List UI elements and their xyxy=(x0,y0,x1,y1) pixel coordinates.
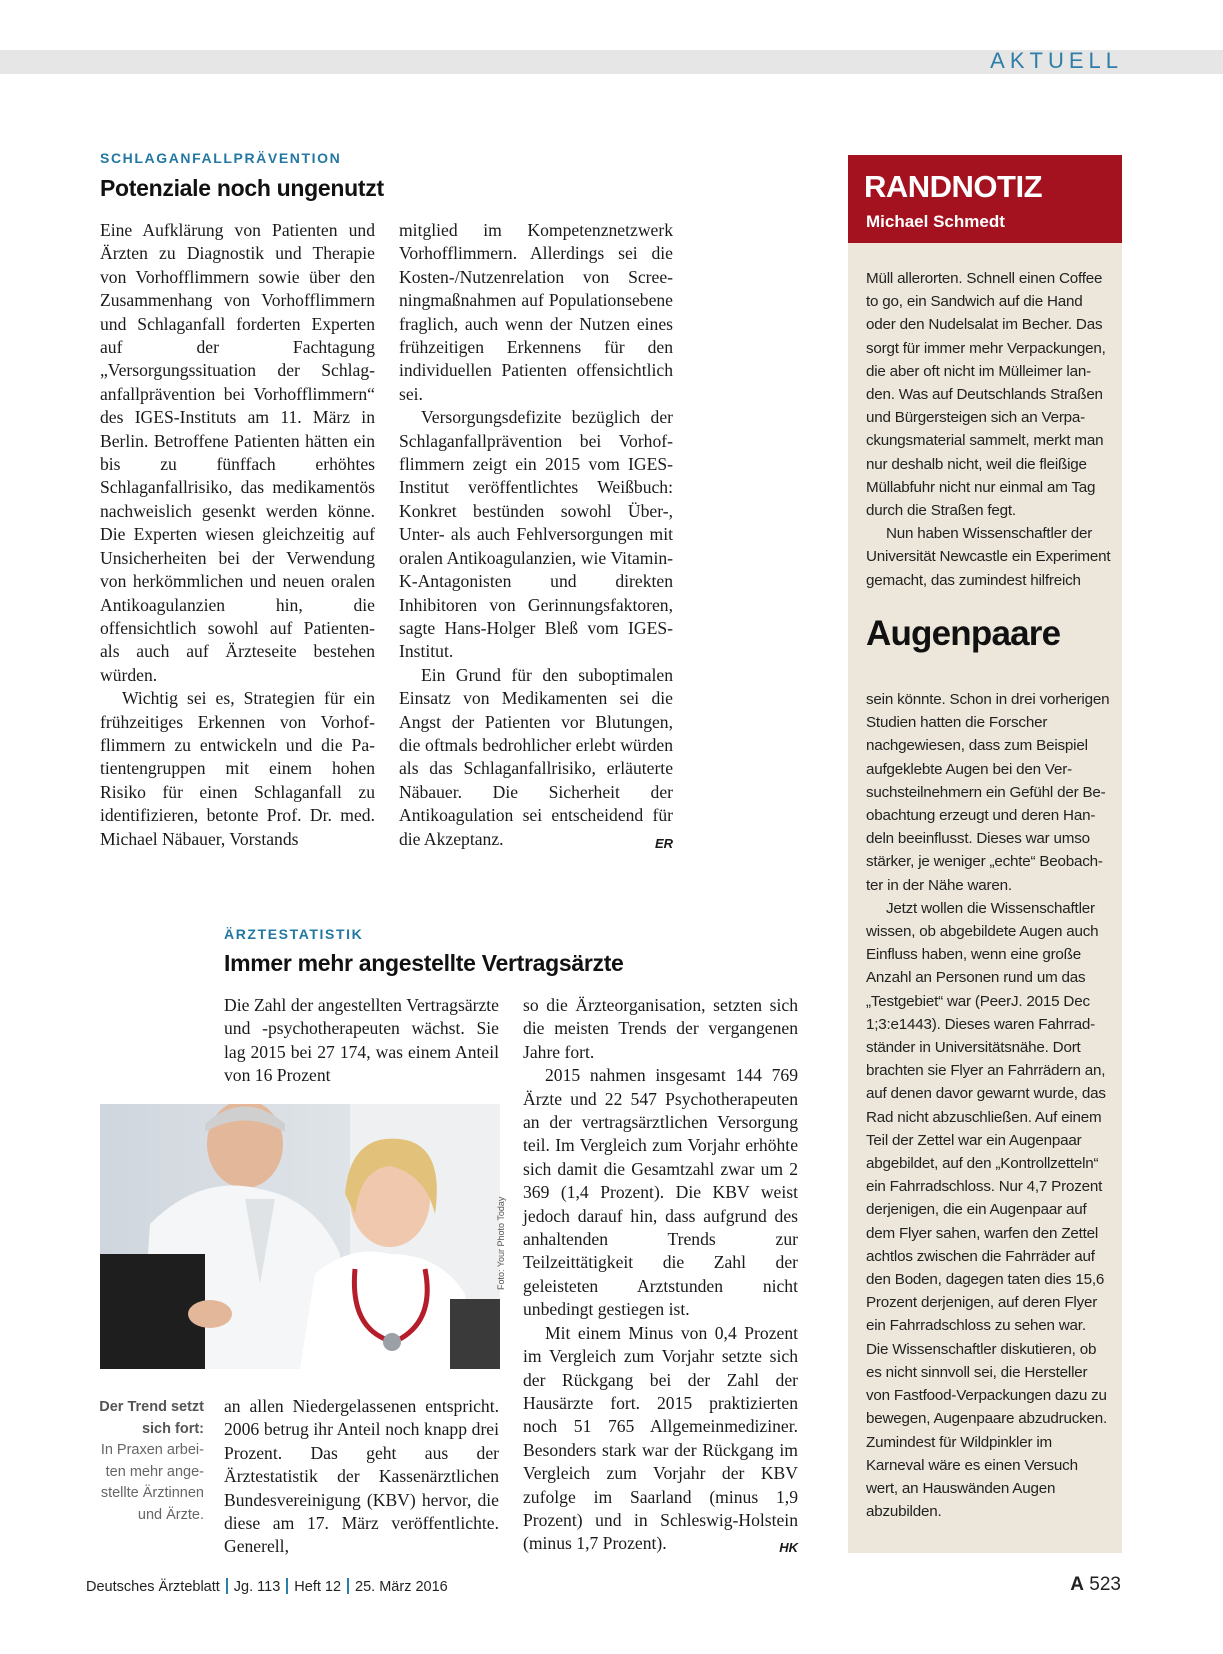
doctors-at-computer-photo xyxy=(100,1104,500,1369)
article1-column-2 xyxy=(399,219,673,855)
randnotiz-label: RANDNOTIZ xyxy=(864,169,1043,204)
volume: Jg. 113 xyxy=(233,1579,281,1595)
paragraph: Eine Aufklärung von Patienten und Ärzten zu Diagnostik und Therapie von Vorhofflimmern sowie über den Zusammenhang von Vorhofflimmern und Schlaganfall forderten Experten auf der Fachtagung „Versorgungssituation der Schlaganfallprävention bei Vorhofflimmern“ des IGES-Instituts am 11. März in Berlin. Betroffene Patienten hätten ein bis zu fünffach erhöhtes Schlaganfallrisiko, das medikamentös nachweislich gesenkt werden könne. Die Experten wiesen gleichzeitig auf Unsicherheiten bei der Verwendung von herkömmlichen und neuen oralen Antikoagulanzien hin, die offensichtlich sowohl auf Patienten- als auch auf Ärzteseite bestehen würden. xyxy=(100,220,375,685)
caption-lead: Der Trend setzt sich fort: xyxy=(99,1399,204,1437)
article1-kicker: SCHLAGANFALLPRÄVENTION xyxy=(100,150,342,166)
paragraph: Wichtig sei es, Strategien für ein frühzeitiges Erkennen von Vorhofflimmern zu entwickeln und die Patientengruppen mit einem hohen Risiko für einen Schlaganfall zu identifizieren, betonte Prof. Dr. med. Michael Näbauer, Vorstands xyxy=(100,688,375,849)
article2-column-1-top xyxy=(224,994,499,1088)
paragraph: Jetzt wollen die Wissenschaftler wissen, ob abgebildete Augen auch Einfluss haben, wenn eine große Anzahl an Personen rund um das „Testgebiet“ war (PeerJ. 2015 Dec 1;3:e1443). Dieses waren Fahrradständer in Universitätsnähe. Dort brachten sie Flyer an Fahrrädern an, auf denen davor gewarnt wurde, das Rad nicht abzuschließen. Auf einem Teil der Zettel war ein Augenpaar abgebildet, auf den „Kontrollzetteln“ ein Fahrradschloss. Nur 4,7 Prozent derjenigen, die ein Augenpaar auf dem Flyer sahen, warfen den Zettel achtlos zwischen die Fahrräder auf den Boden, dagegen taten dies 15,6 Prozent derjenigen, auf deren Flyer ein Fahrradschloss zu sehen war. Die Wissenschaftler diskutieren, ob es nicht sinnvoll sei, die Hersteller von Fastfood-Verpackungen dazu zu bewegen, Augenpaare abzudrucken. Zumindest für Wildpinkler im Karneval wäre es einen Versuch wert, an Hauswänden Augen abzubilden. xyxy=(866,899,1108,1521)
randnotiz-text-1 xyxy=(866,267,1112,592)
paragraph-text: Ein Grund für den suboptimalen Einsatz von Medikamenten sei die Angst der Patienten vor Blutungen, die oftmals bedrohlicher erlebt würden als das Schlaganfallrisiko, erläuterte Näbauer. Die Sicherheit der Antikoagulation sei entscheidend für die Akzeptanz. xyxy=(399,664,673,849)
article1-title: Potenziale noch ungenutzt xyxy=(100,175,384,201)
article2-column-1-bottom xyxy=(224,1395,499,1559)
page-footer xyxy=(86,1578,448,1595)
paragraph: an allen Niedergelassenen entspricht. 2006 betrug ihr Anteil noch knapp drei Prozent. Das geht aus der Ärztestatistik der Kassenärztlichen Bundesvereinigung (KBV) hervor, die diese am 17. März veröffentlichte. Generell, xyxy=(224,1396,499,1557)
photo-credit: Foto: Your Photo Today xyxy=(496,1196,506,1290)
separator xyxy=(286,1578,288,1594)
separator xyxy=(226,1578,228,1594)
article-photo xyxy=(100,1104,500,1369)
paragraph: Müll allerorten. Schnell einen Coffee to go, ein Sandwich auf die Hand oder den Nudelsalat im Becher. Das sorgt für immer mehr Verpackungen, die aber oft nicht im Mülleimer landen. Was auf Deutschlands Straßen und Bürgersteigen sich an Verpackungsmaterial sammelt, merkt man nur deshalb nicht, weil die fleißige Müllabfuhr nicht nur einmal am Tag durch die Straßen fegt. xyxy=(866,270,1106,520)
article2-column-2 xyxy=(523,994,798,1560)
page-prefix: A xyxy=(1070,1574,1085,1595)
article1-column-1 xyxy=(100,219,375,851)
paragraph xyxy=(399,664,673,851)
paragraph: mitglied im Kompetenznetzwerk Vorhofflimmern. Allerdings sei die Kosten-/Nutzenrelation von Screeningmaßnahmen auf Populationsebene fraglich, auch wenn der Nutzen eines frühzeitigen Erkennens für den individuellen Patienten offensichtlich sei. xyxy=(399,220,673,404)
article2-kicker: ÄRZTESTATISTIK xyxy=(224,926,364,942)
section-label: AKTUELL xyxy=(990,48,1123,73)
paragraph: sein könnte. Schon in drei vorherigen Studien hatten die Forscher nachgewiesen, dass zum Beispiel aufgeklebte Augen bei den Versuchsteilnehmern ein Gefühl der Beobachtung erzeugt und deren Handeln beeinflusst. Dieses war umso stärker, je weniger „echte“ Beobachter in der Nähe waren. xyxy=(866,691,1110,894)
randnotiz-header xyxy=(848,155,1122,243)
paragraph: Versorgungsdefizite bezüglich der Schlaganfallprävention bei Vorhofflimmern zeigt ein 2015 vom IGES-Institut veröffentlichtes Weißbuch: Konkret bestünden sowohl Über-, Unter- als auch Fehlversorgungen mit oralen Antikoagulanzien, wie Vitamin-K-Antagonisten und direkten Inhibitoren von Gerinnungsfaktoren, sagte Hans-Holger Bleß vom IGES-Institut. xyxy=(399,407,673,662)
randnotiz-text-2 xyxy=(866,688,1112,1523)
paragraph: Nun haben Wissenschaftler der Universität Newcastle ein Experiment gemacht, das zumindest hilfreich xyxy=(866,525,1111,589)
paragraph xyxy=(523,1322,798,1556)
caption-text: In Praxen arbeiten mehr angestellte Ärztinnen und Ärzte. xyxy=(100,1442,204,1523)
author-signature: ER xyxy=(654,835,673,851)
paragraph-text: Mit einem Minus von 0,4 Prozent im Vergleich zum Vorjahr setzte sich der Rückgang bei der Zahl der Hausärzte fort. 2015 praktizierten noch 51 765 Allgemeinmediziner. Besonders stark war der Rückgang im Vergleich zum Vorjahr der KBV zufolge im Saarland (minus 1,9 Prozent) und in Schleswig-Holstein (minus 1,7 Prozent). xyxy=(523,1322,798,1554)
issue-date: 25. März 2016 xyxy=(355,1579,448,1595)
author-signature: HK xyxy=(779,1540,798,1556)
paragraph: 2015 nahmen insgesamt 144 769 Ärzte und 22 547 Psychotherapeuten an der vertragsärztlichen Versorgung teil. Im Vergleich zum Vorjahr erhöhte sich damit die Gesamtzahl zwar um 2 369 (1,4 Prozent). Die KBV weist jedoch darauf hin, dass aufgrund des anhaltenden Trends zur Teilzeittätigkeit die Zahl der geleisteten Arztstunden nicht unbedingt gestiegen ist. xyxy=(523,1065,798,1320)
page-number-value: 523 xyxy=(1089,1574,1121,1595)
photo-caption xyxy=(96,1397,204,1526)
randnotiz-title: Augenpaare xyxy=(866,614,1061,653)
paragraph: Die Zahl der angestellten Vertragsärzte und -psychotherapeuten wächst. Sie lag 2015 bei 27 174, was einem Anteil von 16 Prozent xyxy=(224,995,499,1086)
issue: Heft 12 xyxy=(294,1579,342,1595)
paragraph: so die Ärzteorganisation, setzten sich die meisten Trends der vergangenen Jahre fort. xyxy=(523,995,798,1062)
journal-name: Deutsches Ärzteblatt xyxy=(86,1579,220,1595)
separator xyxy=(347,1578,349,1594)
randnotiz-author: Michael Schmedt xyxy=(866,212,1005,231)
article2-title: Immer mehr angestellte Vertragsärzte xyxy=(224,950,624,976)
page-number xyxy=(1070,1574,1121,1596)
